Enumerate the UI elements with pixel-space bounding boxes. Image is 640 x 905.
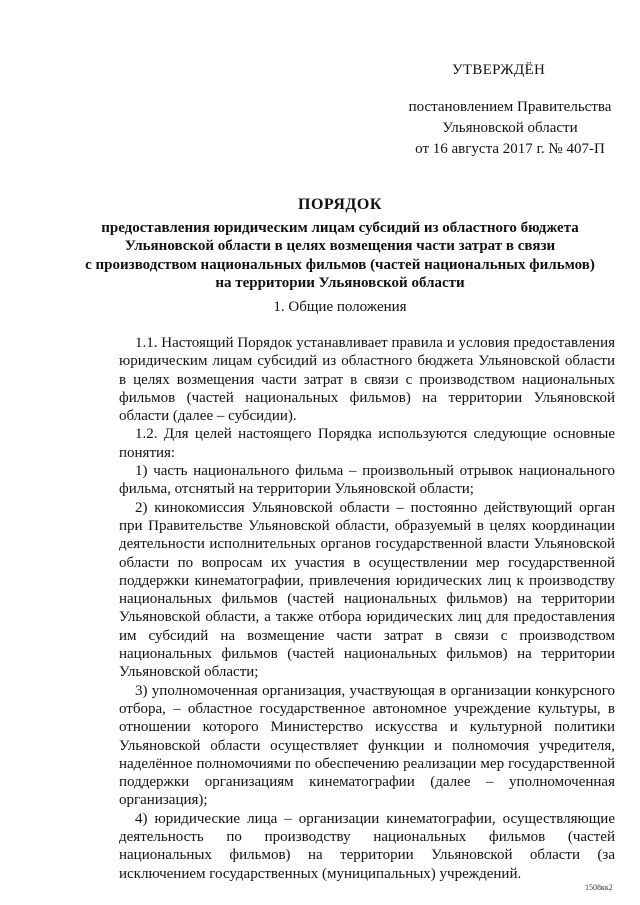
paragraph-1-1: 1.1. Настоящий Порядок устанавливает правила и условия предоставления юридическим лицам субсидий из областного бюджета Ульяновской области в целях возмещения части затрат в связи с производством национальных фильмов (частей национальных фильмов) на территории Ульяновской области (далее – субсидии). [119,335,615,425]
paragraph-1-2: 1.2. Для целей настоящего Порядка используются следующие основные понятия: [119,426,615,461]
title-line-3: с производством национальных фильмов (частей национальных фильмов) [85,256,595,273]
approval-block [392,60,628,160]
definition-3: 3) уполномоченная организация, участвующая в организации конкурсного отбора, – областное государственное автономное учреждение культуры, в отношении которого Министерство искусства и культурной политики Ульяновской области осуществляет функции и полномочия учредителя, наделённое полномочиями по обеспечению реализации мер государственной поддержки организациям кинематографии (далее – уполномоченная организация); [119,682,615,809]
title-line-2: Ульяновской области в целях возмещения части затрат в связи [124,238,556,254]
definition-1: 1) часть национального фильма – произвольный отрывок национального фильма, отснятый на территории Ульяновской области; [119,463,615,498]
title-line-4: на территории Ульяновской области [215,275,465,291]
footer-code: 1508кк2 [585,883,613,892]
title-line-1: предоставления юридическим лицам субсидий из областного бюджета [101,219,579,236]
document-body [119,334,615,883]
approval-line-3: от 16 августа 2017 г. № 407-П [415,141,605,157]
definition-2: 2) кинокомиссия Ульяновской области – постоянно действующий орган при Правительстве Ульяновской области, образуемый в целях координации деятельности исполнительных органов государственной власти Ульяновской области по вопросам их участия в осуществлении мер государственной поддержки кинематографии, привлечения юридических лиц к производству национальных фильмов (частей национальных фильмов) на территории Ульяновской области, а также отбора юридических лиц для предоставления им субсидий на возмещение части затрат в связи с производством национальных фильмов (частей национальных фильмов) на территории Ульяновской области; [119,499,615,681]
approval-line-1: постановлением Правительства [408,99,612,115]
section-heading: 1. Общие положения [273,299,407,315]
definition-4: 4) юридические лица – организации кинематографии, осуществляющие деятельность по производству национальных фильмов (частей национальных фильмов) на территории Ульяновской области (за исключением государственных (муниципальных) учреждений. [119,810,615,882]
approval-line-2: Ульяновской области [442,120,578,136]
approval-heading: УТВЕРЖДЁН [452,62,546,78]
title-main: ПОРЯДОК [298,196,382,213]
document-title [70,196,610,293]
